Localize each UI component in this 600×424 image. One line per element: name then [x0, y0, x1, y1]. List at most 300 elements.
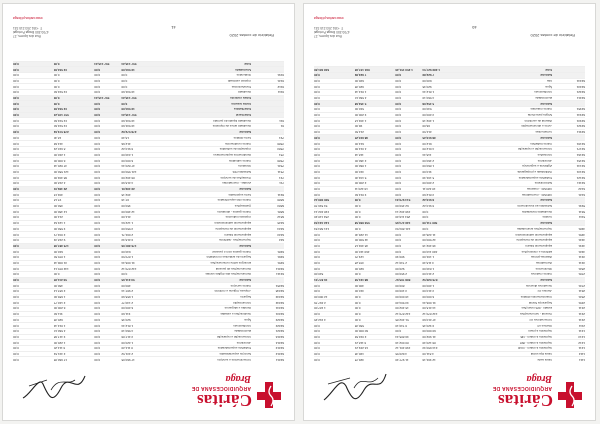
table-cell: 0,00: [94, 283, 101, 288]
table-cell: 2 140,77: [121, 300, 134, 305]
table-cell: 0,00: [94, 152, 101, 157]
table-cell: 0,00: [314, 175, 320, 180]
table-cell: 0,00: [13, 96, 19, 101]
table-cell: 0,00: [94, 181, 101, 186]
subtotal-row: [13, 186, 284, 192]
table-cell: 8 114,20: [121, 346, 133, 351]
table-cell: 2 200,00: [422, 181, 435, 186]
table-cell: 4 811,00: [422, 351, 434, 356]
table-cell: 0,00: [314, 260, 320, 265]
table-cell: 4351: [578, 232, 585, 237]
table-cell: Diferimentos: [535, 266, 553, 271]
table-cell: 254 118,20: [314, 215, 329, 220]
table-cell: 8111: [277, 90, 284, 95]
table-cell: 480,00: [121, 283, 131, 288]
table-cell: 0,00: [314, 351, 320, 356]
table-cell: 3 812,60: [354, 192, 367, 197]
table-cell: 0,00: [354, 306, 361, 311]
table-cell: 2 460,00: [354, 158, 367, 163]
table-cell: 12 480,00: [121, 209, 135, 214]
table-cell: 711: [279, 181, 284, 186]
table-cell: 8 740,10: [395, 323, 408, 328]
table-cell: 62251: [275, 283, 284, 288]
table-cell: Rendas e alugueres: [224, 306, 252, 311]
table-cell: 53 211,95: [53, 278, 67, 283]
table-cell: 0,00: [13, 67, 19, 72]
table-cell: 18 000,00: [395, 295, 409, 300]
table-cell: 0,00: [94, 278, 101, 283]
table-cell: 0,00: [13, 198, 19, 203]
table-cell: 5611: [578, 209, 585, 214]
table-cell: Rendimentos suplementares: [213, 152, 252, 157]
table-cell: Totais controlo: [230, 96, 252, 101]
table-cell: 0,00: [53, 73, 60, 78]
table-cell: 0,00: [13, 61, 19, 66]
table-row: [314, 203, 585, 209]
table-cell: 920,00: [354, 266, 364, 271]
table-cell: 8112: [277, 84, 284, 89]
table-cell: 920,35: [121, 317, 131, 322]
table-cell: 8 910,22: [422, 198, 435, 203]
table-row: [13, 214, 284, 220]
table-cell: 0,00: [94, 232, 101, 237]
table-row: [314, 288, 585, 294]
table-cell: 0,00: [13, 187, 19, 192]
table-cell: 0,00: [395, 90, 402, 95]
table-cell: 2 497,76: [314, 300, 326, 305]
table-cell: 3 417,88: [53, 334, 66, 339]
page-right: [303, 3, 596, 421]
table-row: [314, 169, 585, 175]
subtotal-row: [314, 277, 585, 283]
table-cell: 0,00: [94, 124, 101, 129]
table-cell: 0,00: [13, 272, 19, 277]
table-cell: 6911: [277, 192, 284, 197]
table-row: [314, 78, 585, 84]
table-cell: 62351: [576, 107, 585, 112]
table-cell: 0,00: [13, 175, 19, 180]
table-cell: 0,00: [94, 73, 101, 78]
table-cell: Imputação de subsídios: [219, 147, 252, 152]
table-cell: 0,00: [314, 90, 320, 95]
table-cell: 0,00: [395, 181, 402, 186]
table-row: [314, 294, 585, 300]
table-row: [314, 328, 585, 334]
ledger-table: [314, 46, 585, 362]
table-row: [13, 220, 284, 226]
table-cell: 0,00: [94, 289, 101, 294]
table-cell: 19 534,60: [121, 67, 135, 72]
table-cell: 2 004,71: [53, 232, 66, 237]
table-cell: 1 840,00: [422, 266, 435, 271]
table-cell: 62 450,00: [395, 204, 409, 209]
table-cell: 0,00: [13, 300, 19, 305]
table-cell: Outros serviços: [230, 283, 252, 288]
table-cell: 1 870,50: [53, 255, 66, 260]
table-cell: 0,00: [314, 124, 320, 129]
table-cell: 2 431,52: [53, 351, 66, 356]
table-cell: Donativos: [238, 164, 252, 169]
table-cell: 4 560,10: [53, 329, 66, 334]
table-cell: Combustíveis: [233, 323, 252, 328]
table-cell: 0,00: [94, 215, 101, 220]
table-cell: 4 218,90: [121, 181, 134, 186]
table-cell: 0,00: [13, 346, 19, 351]
table-cell: 2 987,14: [121, 289, 134, 294]
table-cell: 88 191,56: [354, 278, 369, 283]
table-cell: 560 711,00: [422, 221, 438, 226]
table-row: [314, 243, 585, 249]
table-cell: 15 402,00: [395, 306, 409, 311]
subtotal-row: [13, 106, 284, 112]
table-cell: 0,00: [94, 243, 101, 248]
table-cell: 0,00: [395, 135, 402, 140]
table-cell: 62248: [275, 289, 284, 294]
table-cell: Combustíveis: [534, 90, 553, 95]
table-cell: Fundos: [542, 215, 553, 220]
table-cell: Subtotal: [239, 278, 252, 283]
table-cell: 31 006,44: [53, 260, 68, 265]
table-cell: 8 114,20: [53, 346, 66, 351]
table-cell: 0,00: [94, 209, 101, 214]
table-cell: Equipamento administrativo: [214, 221, 252, 226]
table-cell: Mercadorias: [535, 260, 553, 265]
table-cell: 62311: [576, 130, 585, 135]
table-cell: 0,00: [314, 73, 320, 78]
table-cell: 630,00: [422, 78, 432, 83]
table-cell: 121 550,00: [121, 169, 137, 174]
table-cell: 0,00: [94, 113, 101, 118]
table-row: [13, 191, 284, 197]
table-cell: 0,00: [314, 169, 320, 174]
table-cell: 1 655,90: [53, 295, 66, 300]
table-cell: 0,00: [13, 260, 19, 265]
table-cell: 553 660,58: [354, 221, 370, 226]
table-cell: Resultado antes de impostos: [212, 124, 252, 129]
table-cell: 0,00: [13, 84, 19, 89]
table-cell: 540,00: [422, 107, 432, 112]
table-cell: 19 534,60: [53, 67, 68, 72]
table-cell: 0,00: [314, 118, 320, 123]
table-cell: 198 402,14: [395, 209, 411, 214]
table-cell: 1 402,18: [422, 118, 435, 123]
table-cell: 123,70: [354, 255, 364, 260]
table-cell: 122 424,53: [314, 221, 330, 226]
table-cell: 1213: [578, 334, 585, 339]
table-cell: 0,00: [13, 209, 19, 214]
table-cell: Juros suportados: [228, 192, 252, 197]
table-cell: Livros e documentação: [521, 124, 553, 129]
table-cell: 2 140,77: [53, 300, 66, 305]
table-cell: 0,00: [94, 130, 101, 135]
table-cell: 2211: [578, 317, 585, 322]
table-cell: 176 387,06: [121, 243, 137, 248]
table-cell: 920,35: [53, 317, 63, 322]
table-cell: 0,00: [13, 249, 19, 254]
table-cell: 8 910,22: [53, 147, 66, 152]
table-row: [314, 345, 585, 351]
table-cell: 1 812,44: [53, 323, 66, 328]
table-cell: Comissões: [537, 152, 553, 157]
table-row: [314, 334, 585, 340]
table-cell: 6 000,00: [53, 158, 66, 163]
table-cell: 540,00: [314, 272, 324, 277]
table-cell: 0,00: [314, 84, 320, 89]
table-cell: Caixa loja social: [530, 351, 553, 356]
table-cell: 0,00: [94, 175, 101, 180]
table-cell: 8121: [277, 78, 284, 83]
table-cell: 0,00: [395, 175, 402, 180]
table-cell: 0,00: [94, 192, 101, 197]
table-cell: Subtotal: [540, 73, 553, 78]
subtotal-row: [13, 100, 284, 106]
table-row: [314, 351, 585, 357]
table-cell: 5 104,30: [354, 175, 367, 180]
table-cell: Seguros de acidentes no trabalho: [206, 255, 252, 260]
table-cell: 0,00: [395, 192, 402, 197]
table-row: [314, 339, 585, 345]
table-cell: Quotizações: [234, 204, 252, 209]
table-cell: 3 550,00: [53, 226, 66, 231]
table-cell: 62331: [576, 118, 585, 123]
table-row: [13, 197, 284, 203]
table-cell: 18 420,11: [422, 187, 436, 192]
table-row: [314, 191, 585, 197]
table-cell: 63111: [276, 272, 284, 277]
table-cell: 0,00: [94, 272, 101, 277]
table-cell: CMVMC - mercadorias: [521, 192, 553, 197]
table-row: [13, 208, 284, 214]
table-cell: 0,00: [94, 158, 101, 163]
table-cell: 0,00: [314, 141, 320, 146]
table-cell: 0,00: [13, 107, 19, 112]
table-cell: 18 420,11: [354, 187, 368, 192]
table-cell: 0,00: [94, 260, 101, 265]
table-row: [13, 169, 284, 175]
table-cell: Publicidade e propaganda: [517, 169, 553, 174]
table-cell: 31 006,44: [422, 300, 436, 305]
table-cell: 6 000,00: [422, 295, 435, 300]
table-row: [13, 356, 284, 362]
subtotal-row: [13, 66, 284, 72]
table-cell: 3 417,88: [121, 334, 134, 339]
table-cell: 38 910,25: [422, 135, 436, 140]
table-row: [314, 226, 585, 232]
table-cell: Subtotal: [540, 198, 553, 203]
table-cell: 0,00: [395, 101, 402, 106]
table-cell: 0,00: [94, 101, 101, 106]
table-cell: 2781: [578, 272, 585, 277]
table-cell: 0,00: [121, 84, 128, 89]
table-row: [314, 174, 585, 180]
table-cell: 648 361,66: [314, 67, 330, 72]
table-cell: Pessoal - remunerações: [519, 312, 553, 317]
table-cell: 62242: [275, 300, 284, 305]
table-cell: 81: [280, 124, 284, 129]
table-row: [314, 299, 585, 305]
table-cell: 460 110,00: [422, 249, 438, 254]
table-cell: Utentes c/c: [537, 289, 553, 294]
table-cell: 0,00: [422, 226, 429, 231]
table-cell: 0,00: [13, 226, 19, 231]
address-line: 4700-350 Braga Portugal: [13, 29, 49, 34]
table-cell: 0,00: [94, 312, 101, 317]
table-cell: 97,18: [53, 198, 62, 203]
table-cell: 254 118,20: [395, 215, 411, 220]
table-cell: 0,00: [13, 130, 19, 135]
table-cell: 0,00: [395, 152, 402, 157]
table-cell: 0,00: [314, 181, 320, 186]
page-number: 40: [472, 25, 477, 30]
table-cell: 0,00: [314, 357, 320, 362]
table-cell: 0,00: [314, 135, 320, 140]
table-cell: 62214: [275, 340, 284, 345]
table-cell: Ferramentas: [535, 130, 553, 135]
table-cell: 62223: [275, 317, 284, 322]
table-cell: 12 000,00: [314, 295, 328, 300]
table-cell: 0,00: [354, 312, 361, 317]
table-cell: 0,00: [94, 334, 101, 339]
table-cell: 326,78: [354, 357, 364, 362]
table-cell: 278 572,62: [53, 130, 69, 135]
table-cell: 0,00: [314, 346, 320, 351]
table-cell: 608 705,97: [395, 278, 411, 283]
table-cell: 0,00: [94, 351, 101, 356]
table-cell: 6888: [277, 198, 284, 203]
table-cell: 0,00: [395, 78, 402, 83]
table-cell: 0,00: [13, 101, 19, 106]
table-cell: 0,00: [13, 306, 19, 311]
table-cell: 8191: [277, 73, 284, 78]
table-cell: Subtotal: [239, 130, 252, 135]
table-cell: 557 145,24: [121, 113, 137, 118]
table-cell: 514 970,34: [395, 198, 411, 203]
table-cell: 2821: [578, 266, 585, 271]
table-cell: 6 000,00: [121, 158, 134, 163]
table-cell: 0,00: [314, 329, 320, 334]
table-cell: 80 002,19: [395, 340, 409, 345]
table-cell: 1211: [578, 346, 585, 351]
page-content: [304, 4, 595, 420]
table-row: [13, 254, 284, 260]
table-cell: 0,00: [13, 78, 19, 83]
table-cell: Subsídios ao investimento: [517, 204, 553, 209]
table-cell: 0,00: [13, 295, 19, 300]
table-cell: 1 240,00: [121, 152, 134, 157]
table-cell: 62431: [576, 84, 585, 89]
table-cell: Equipamento básico: [525, 243, 553, 248]
table-cell: Estado - IRS retenções: [521, 306, 553, 311]
table-cell: 0,00: [13, 232, 19, 237]
table-cell: 580,35: [354, 323, 364, 328]
table-cell: 2 740,12: [395, 260, 408, 265]
table-cell: 3 118,40: [422, 260, 434, 265]
table-cell: 5 104,30: [422, 175, 435, 180]
table-cell: 19 534,60: [53, 118, 68, 123]
table-cell: 0,00: [13, 340, 19, 345]
table-cell: 0,00: [94, 323, 101, 328]
table-row: [314, 208, 585, 214]
caritas-cross-icon: [254, 380, 284, 410]
table-cell: 0,00: [13, 351, 19, 356]
table-cell: Outros trabalhos: [530, 141, 553, 146]
table-row: [314, 305, 585, 311]
table-cell: 0,00: [314, 340, 320, 345]
table-cell: 0,00: [94, 141, 101, 146]
table-cell: 2521: [578, 295, 585, 300]
table-row: [13, 231, 284, 237]
table-cell: 3311: [578, 255, 585, 260]
table-cell: 0,00: [13, 317, 19, 322]
table-cell: 5931: [578, 204, 585, 209]
table-cell: 4331: [578, 243, 585, 248]
table-cell: Trabalhos especializados: [518, 175, 553, 180]
table-cell: 88 402,00: [53, 175, 68, 180]
table-cell: 0,00: [395, 141, 402, 146]
table-cell: Conta resumo: [231, 101, 252, 106]
table-cell: Outros rendimentos: [225, 141, 252, 146]
table-cell: 1 122,64: [121, 221, 134, 226]
table-cell: 920,35: [354, 84, 364, 89]
table-cell: 62411: [576, 96, 585, 101]
table-cell: 62221: [275, 329, 284, 334]
table-row: [314, 322, 585, 328]
table-cell: 0,00: [13, 90, 19, 95]
table-cell: 7 922,89: [354, 73, 367, 78]
table-cell: 0,00: [314, 164, 320, 169]
table-cell: 0,00: [94, 340, 101, 345]
table-cell: Limpeza, higiene e conforto: [214, 289, 252, 294]
table-cell: 0,00: [94, 255, 101, 260]
table-cell: 0,00: [53, 61, 60, 66]
table-cell: Subcontratos: [534, 181, 553, 186]
table-cell: 0,00: [94, 198, 101, 203]
table-cell: 3211: [578, 260, 585, 265]
table-cell: 0,00: [94, 107, 101, 112]
table-cell: 0,00: [314, 232, 320, 237]
table-cell: 14 215,00: [422, 306, 436, 311]
table-cell: 0,00: [314, 107, 320, 112]
table-cell: 811: [279, 118, 284, 123]
table-cell: 42 500,00: [422, 238, 436, 243]
table-cell: 1 870,50: [121, 255, 134, 260]
table-cell: 38 402,18: [422, 243, 436, 248]
table-cell: Depósitos à ordem - NB: [520, 334, 553, 339]
table-row: [314, 271, 585, 277]
subtotal-row: [13, 277, 284, 283]
table-cell: 506 060,12: [314, 198, 330, 203]
table-cell: 0,00: [395, 249, 402, 254]
table-cell: 0,00: [13, 169, 19, 174]
table-cell: 62441: [576, 78, 585, 83]
table-row: [314, 106, 585, 112]
table-cell: 214,50: [354, 130, 364, 135]
table-cell: 0,00: [13, 158, 19, 163]
table-row: [314, 356, 585, 362]
table-cell: 0,00: [13, 255, 19, 260]
table-cell: 1 402,18: [354, 118, 367, 123]
table-cell: 9 320,45: [422, 323, 435, 328]
table-row: [314, 152, 585, 158]
table-cell: 0,00: [395, 187, 402, 192]
table-cell: 0,00: [395, 232, 402, 237]
table-cell: 0,00: [94, 317, 101, 322]
caritas-logo: [164, 366, 284, 412]
table-cell: 0,00: [94, 67, 101, 72]
table-cell: 0,00: [354, 215, 361, 220]
table-cell: 2721: [578, 283, 585, 288]
table-cell: 17 960,05: [121, 357, 135, 362]
